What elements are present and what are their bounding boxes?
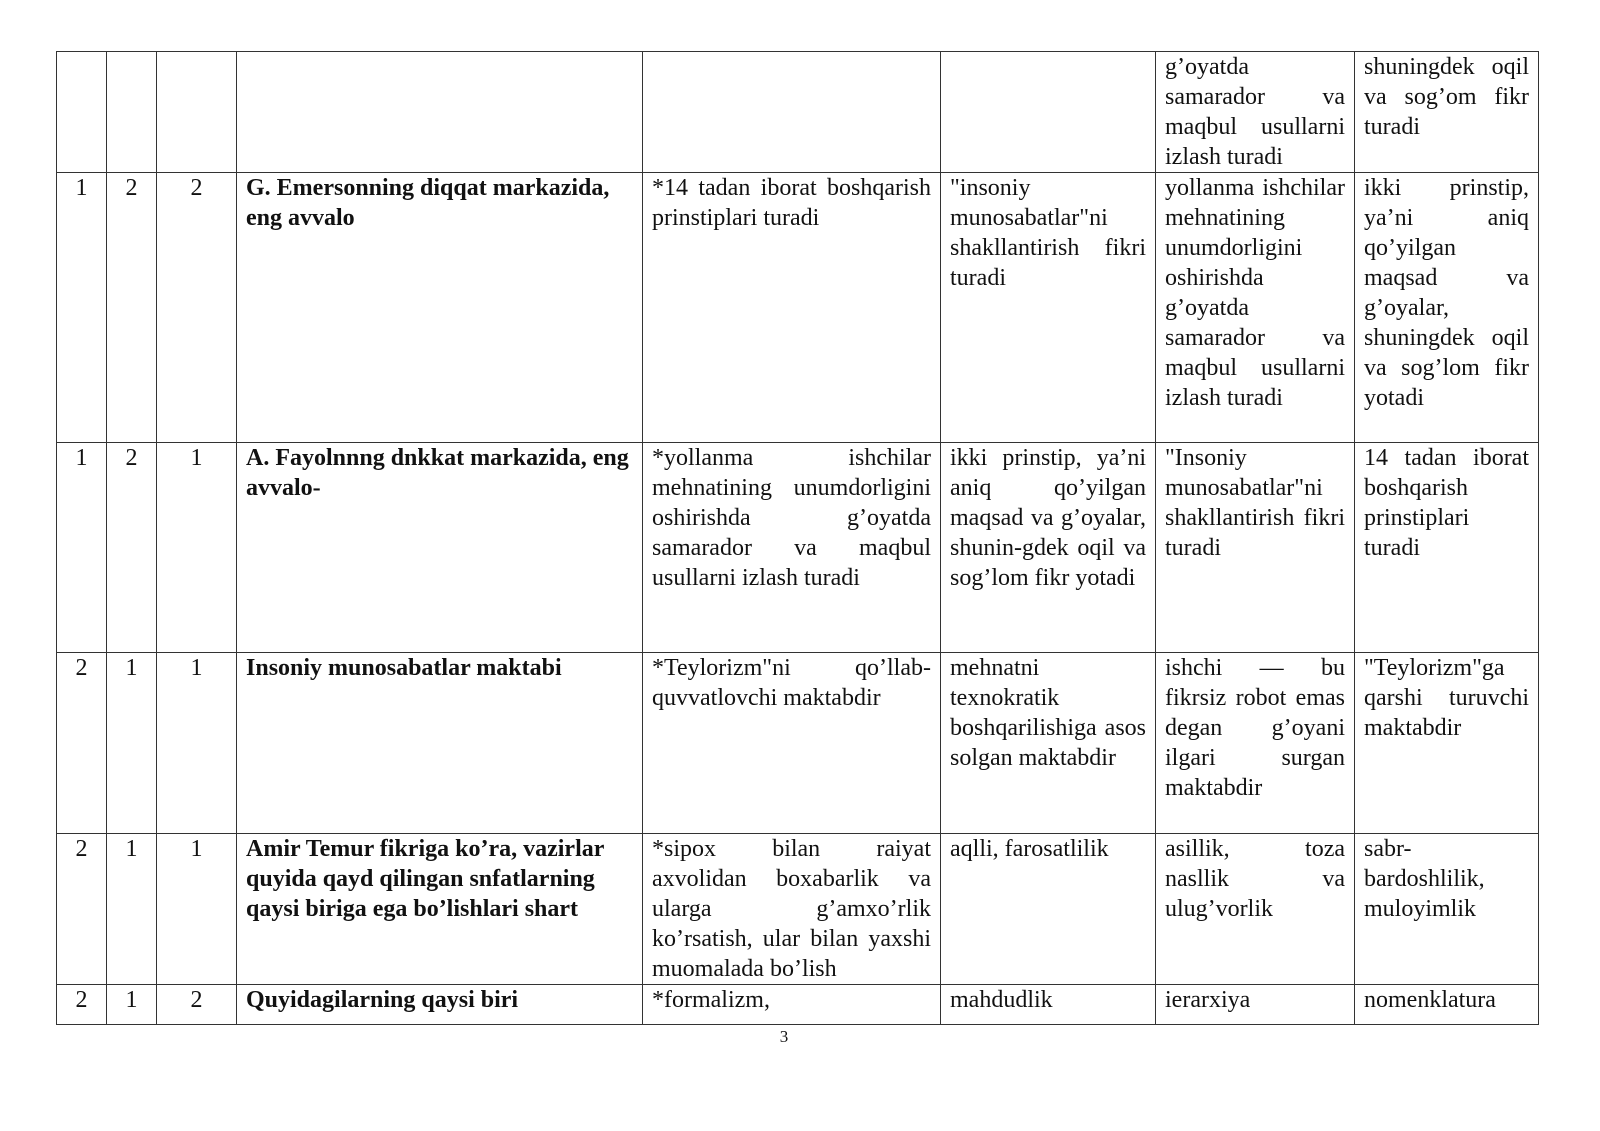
- correct-answer-cell: *yollanma ishchilar mehnatining unumdorligini oshirishda g’oyatda samarador va maqbul usullarni izlash turadi: [643, 443, 941, 653]
- alternative-2-cell: ishchi — bu fikrsiz robot emas degan g’oyani ilgari surgan maktabdir: [1156, 653, 1355, 834]
- alternative-2-cell: g’oyatda samarador va maqbul usullarni izlash turadi: [1156, 52, 1355, 173]
- cell-a: 2: [57, 653, 107, 834]
- question-cell: A. Fayolnnng dnkkat markazida, eng avvalo-: [237, 443, 643, 653]
- cell-b: 1: [107, 834, 157, 985]
- cell-c: 2: [157, 985, 237, 1025]
- alternative-2-cell: yollanma ishchilar mehnatining unumdorligini oshirishda g’oyatda samarador va maqbul usullarni izlash turadi: [1156, 173, 1355, 443]
- alternative-3-cell: sabr-bardoshlilik, muloyimlik: [1355, 834, 1539, 985]
- question-cell: Amir Temur fikriga ko’ra, vazirlar quyida qayd qilingan snfatlarning qaysi biriga ega bo’lishlari shart: [237, 834, 643, 985]
- cell-a: 1: [57, 173, 107, 443]
- alternative-2-cell: ierarxiya: [1156, 985, 1355, 1025]
- cell-b: [107, 52, 157, 173]
- alternative-2-cell: asillik, toza nasllik va ulug’vorlik: [1156, 834, 1355, 985]
- question-cell: Insoniy munosabatlar maktabi: [237, 653, 643, 834]
- table-row: [57, 52, 1539, 173]
- alternative-3-cell: shuningdek oqil va sog’om fikr turadi: [1355, 52, 1539, 173]
- cell-a: [57, 52, 107, 173]
- alternative-2-cell: "Insoniy munosabatlar"ni shakllantirish fikri turadi: [1156, 443, 1355, 653]
- table-row: [57, 985, 1539, 1025]
- cell-a: 2: [57, 985, 107, 1025]
- correct-answer-cell: *formalizm,: [643, 985, 941, 1025]
- table-row: [57, 834, 1539, 985]
- correct-answer-cell: *14 tadan iborat boshqarish prinstiplari turadi: [643, 173, 941, 443]
- cell-c: 1: [157, 443, 237, 653]
- alternative-3-cell: 14 tadan iborat boshqarish prinstiplari turadi: [1355, 443, 1539, 653]
- cell-a: 2: [57, 834, 107, 985]
- cell-a: 1: [57, 443, 107, 653]
- question-cell: Quyidagilarning qaysi biri: [237, 985, 643, 1025]
- cell-b: 2: [107, 173, 157, 443]
- alternative-1-cell: aqlli, farosatlilik: [941, 834, 1156, 985]
- alternative-1-cell: mahdudlik: [941, 985, 1156, 1025]
- cell-c: 2: [157, 173, 237, 443]
- alternative-1-cell: mehnatni texnokratik boshqarilishiga asos solgan maktabdir: [941, 653, 1156, 834]
- alternative-1-cell: [941, 52, 1156, 173]
- cell-b: 1: [107, 653, 157, 834]
- table-row: [57, 443, 1539, 653]
- correct-answer-cell: *Teylorizm"ni qo’llab-quvvatlovchi maktabdir: [643, 653, 941, 834]
- correct-answer-cell: [643, 52, 941, 173]
- alternative-3-cell: ikki prinstip, ya’ni aniq qo’yilgan maqsad va g’oyalar, shuningdek oqil va sog’lom fikr yotadi: [1355, 173, 1539, 443]
- cell-c: 1: [157, 834, 237, 985]
- cell-c: 1: [157, 653, 237, 834]
- alternative-3-cell: nomenklatura: [1355, 985, 1539, 1025]
- table-row: [57, 653, 1539, 834]
- alternative-3-cell: "Teylorizm"ga qarshi turuvchi maktabdir: [1355, 653, 1539, 834]
- cell-b: 2: [107, 443, 157, 653]
- questions-table: [56, 51, 1539, 1025]
- question-cell: G. Emersonning diqqat markazida, eng avvalo: [237, 173, 643, 443]
- correct-answer-cell: *sipox bilan raiyat axvolidan boxabarlik va ularga g’amxo’rlik ko’rsatish, ular bilan yaxshi muomalada bo’lish: [643, 834, 941, 985]
- cell-b: 1: [107, 985, 157, 1025]
- table-row: [57, 173, 1539, 443]
- question-cell: [237, 52, 643, 173]
- alternative-1-cell: "insoniy munosabatlar"ni shakllantirish fikri turadi: [941, 173, 1156, 443]
- page-number: 3: [779, 1027, 789, 1046]
- cell-c: [157, 52, 237, 173]
- alternative-1-cell: ikki prinstip, ya’ni aniq qo’yilgan maqsad va g’oyalar, shunin-gdek oqil va sog’lom fikr yotadi: [941, 443, 1156, 653]
